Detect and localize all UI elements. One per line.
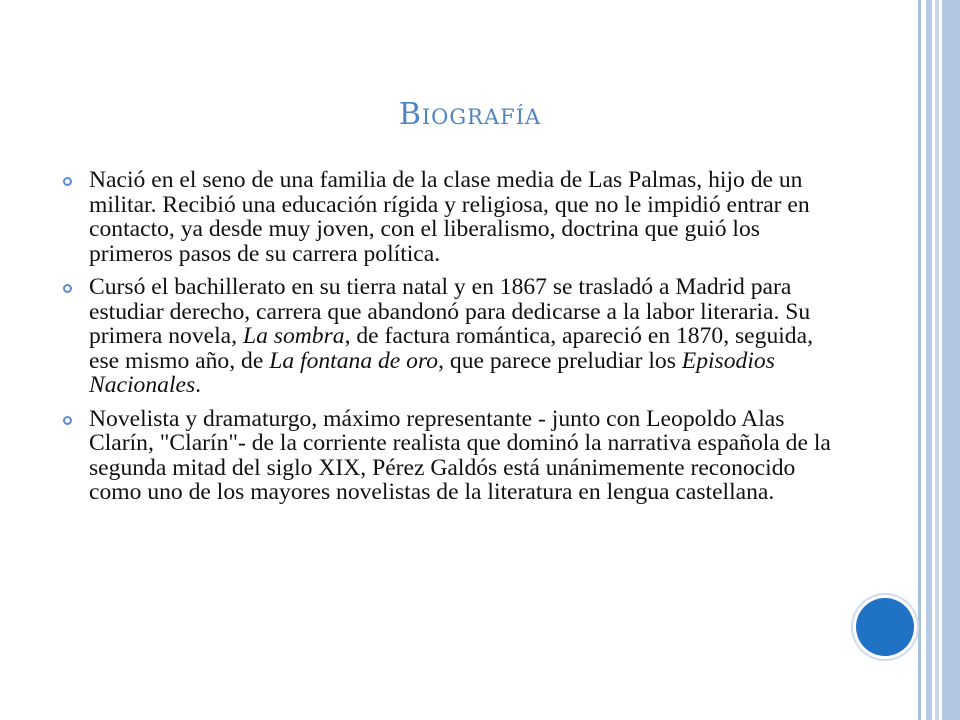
series-title: Episodios Nacionales <box>89 347 775 398</box>
list-item <box>62 407 842 505</box>
bullet-text: Nació en el seno de una familia de la clase media de Las Palmas, hijo de un militar. Recibió una educación rígida y religiosa, que no le impidió entrar en contacto, ya desde muy joven, con el liberalismo, doctrina que guió los primeros pasos de su carrera política. <box>89 167 810 267</box>
novel-title: La fontana de oro <box>269 347 439 374</box>
slide-title: Biografía <box>398 97 542 132</box>
bullet-text: Cursó el bachillerato en su tierra natal y en 1867 se trasladó a Madrid para estudiar derecho, carrera que abandonó para dedicarse a la labor literaria. Su primera novela, <box>89 274 811 349</box>
bullet-text: . <box>195 372 202 398</box>
bullet-text: Novelista y dramaturgo, máximo representante - junto con Leopoldo Alas Clarín, "Clarín"- de la corriente realista que dominó la narrativa española de la segunda mitad del siglo XIX, Pérez Galdós está unánimemente reconocido como uno de los mayores novelistas de la literatura en lengua castellana. <box>89 405 831 505</box>
bullet-icon <box>63 177 72 186</box>
bullet-text: , de factura romántica, apareció en 1870, seguida, ese mismo año, de <box>89 323 813 374</box>
decorative-stripe <box>942 0 960 720</box>
list-item <box>62 275 842 398</box>
bullet-icon <box>63 284 72 293</box>
bullet-list <box>62 168 842 514</box>
decorative-circle <box>856 598 914 656</box>
list-item <box>62 168 842 266</box>
novel-title: La sombra <box>242 323 345 349</box>
bullet-icon <box>63 416 72 425</box>
bullet-text: , que parece preludiar los <box>438 347 682 374</box>
